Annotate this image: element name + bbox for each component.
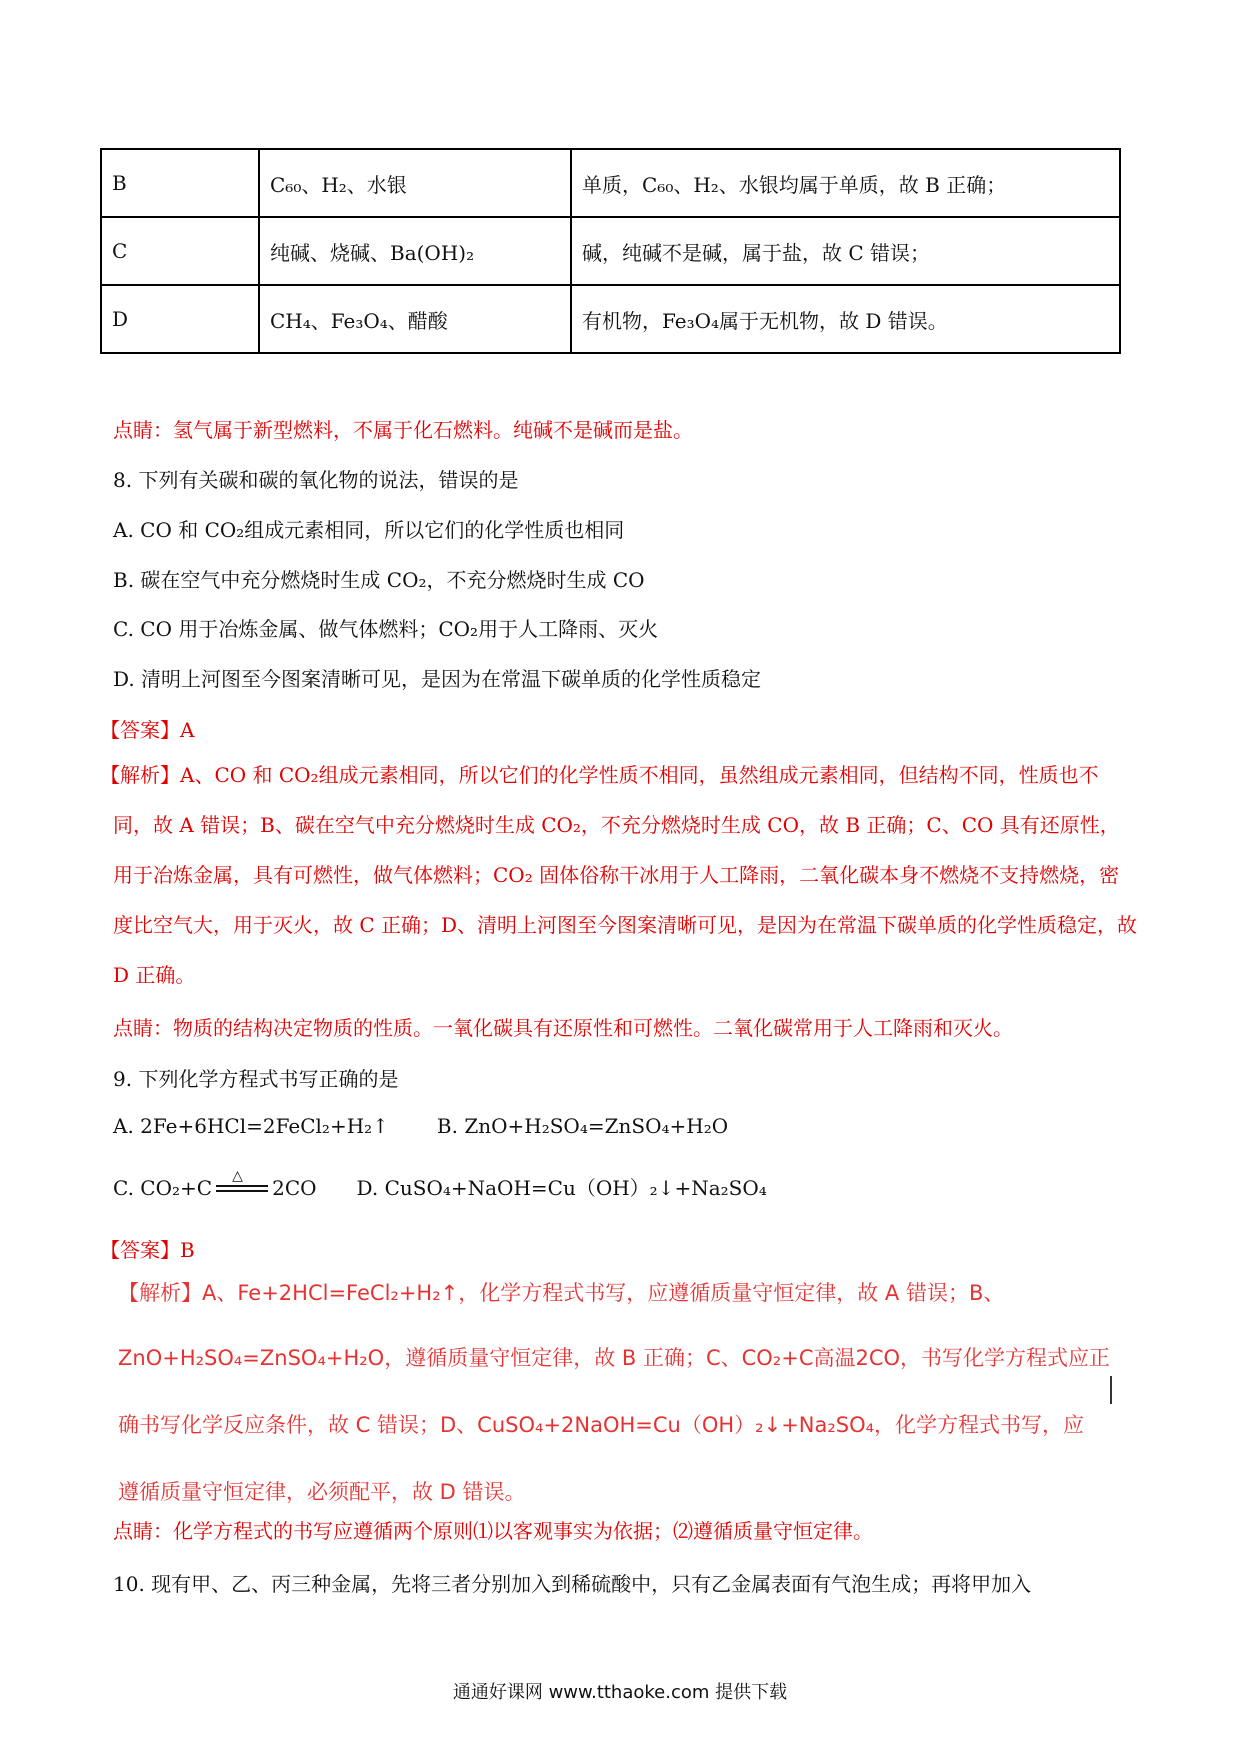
- tip-note-q8: 点睛：物质的结构决定物质的性质。一氧化碳具有还原性和可燃性。二氧化碳常用于人工降雨和灭火。: [113, 1016, 1013, 1040]
- answer-q9: 【答案】B: [100, 1238, 195, 1262]
- question-10-stem: 10. 现有甲、乙、丙三种金属，先将三者分别加入到稀硫酸中，只有乙金属表面有气泡生成；再将甲加入: [113, 1572, 1032, 1596]
- delta-icon: △: [232, 1168, 243, 1184]
- question-9-option-a: A. 2Fe+6HCl=2FeCl₂+H₂↑: [113, 1114, 389, 1138]
- table-row: [101, 217, 1120, 285]
- table-cell-substance: CH₄、Fe₃O₄、醋酸: [259, 285, 571, 353]
- table-cell-analysis: 单质，C₆₀、H₂、水银均属于单质，故 B 正确；: [571, 149, 1120, 217]
- question-9-option-d: D. CuSO₄+NaOH=Cu（OH）₂↓+Na₂SO₄: [356, 1176, 767, 1200]
- question-8-option-c: C. CO 用于冶炼金属、做气体燃料；CO₂用于人工降雨、灭火: [113, 617, 659, 641]
- answer-q8: 【答案】A: [100, 718, 195, 742]
- explanation-q9-line-2: ZnO+H₂SO₄=ZnSO₄+H₂O，遵循质量守恒定律，故 B 正确；C、CO₂+C高温2CO，书写化学方程式应正: [118, 1346, 1111, 1370]
- table-row: [101, 285, 1120, 353]
- question-9-options-cd: [113, 1168, 767, 1201]
- question-8-stem: 8. 下列有关碳和碳的氧化物的说法，错误的是: [113, 468, 519, 492]
- question-8-option-a: A. CO 和 CO₂组成元素相同，所以它们的化学性质也相同: [113, 518, 625, 542]
- explanation-q8: 【解析】A、CO 和 CO₂组成元素相同，所以它们的化学性质不相同，虽然组成元素相同，但结构不同，性质也不同，故 A 错误；B、碳在空气中充分燃烧时生成 CO₂，不充分燃烧时生成 CO，故 B 正确；C、CO 具有还原性，用于冶炼金属，具有可燃性，做气体燃料；CO₂ 固体俗称干冰用于人工降雨，二氧化碳本身不燃烧不支持燃烧，密度比空气大，用于灭火，故 C 正确；D、清明上河图至今图案清晰可见，是因为在常温下碳单质的化学性质稳定，故 D 正确。: [100, 763, 1138, 987]
- tip-note-q7: 点睛：氢气属于新型燃料，不属于化石燃料。纯碱不是碱而是盐。: [113, 418, 693, 442]
- table-cell-option: B: [101, 149, 259, 217]
- explanation-q9-line-1: 【解析】A、Fe+2HCl=FeCl₂+H₂↑，化学方程式书写，应遵循质量守恒定律，故 A 错误；B、: [118, 1281, 1005, 1305]
- classification-table: [100, 148, 1121, 354]
- table-cell-option: C: [101, 217, 259, 285]
- question-9-option-b: B. ZnO+H₂SO₄=ZnSO₄+H₂O: [436, 1114, 729, 1138]
- text-cursor: [1110, 1376, 1112, 1404]
- tip-note-q9: 点睛：化学方程式的书写应遵循两个原则⑴以客观事实为依据；⑵遵循质量守恒定律。: [113, 1519, 873, 1543]
- question-9-option-c-left: C. CO₂+C: [113, 1176, 213, 1200]
- table-cell-option: D: [101, 285, 259, 353]
- question-9-options-ab: [113, 1114, 728, 1138]
- question-8-option-d: D. 清明上河图至今图案清晰可见，是因为在常温下碳单质的化学性质稳定: [113, 667, 762, 691]
- question-9-option-c-right: 2CO: [272, 1176, 317, 1200]
- heat-condition-symbol: [212, 1168, 272, 1198]
- table-cell-analysis: 有机物，Fe₃O₄属于无机物，故 D 错误。: [571, 285, 1120, 353]
- page-footer: 通通好课网 www.tthaoke.com 提供下载: [452, 1682, 788, 1703]
- table-cell-substance: C₆₀、H₂、水银: [259, 149, 571, 217]
- table-row: [101, 149, 1120, 217]
- question-8-option-b: B. 碳在空气中充分燃烧时生成 CO₂，不充分燃烧时生成 CO: [113, 568, 645, 592]
- table-cell-substance: 纯碱、烧碱、Ba(OH)₂: [259, 217, 571, 285]
- question-9-stem: 9. 下列化学方程式书写正确的是: [113, 1067, 399, 1091]
- explanation-q9-line-3: 确书写化学反应条件，故 C 错误；D、CuSO₄+2NaOH=Cu（OH）₂↓+Na₂SO₄，化学方程式书写，应: [118, 1413, 1085, 1437]
- explanation-q9-line-4: 遵循质量守恒定律，必须配平，故 D 错误。: [118, 1480, 526, 1504]
- table-cell-analysis: 碱，纯碱不是碱，属于盐，故 C 错误；: [571, 217, 1120, 285]
